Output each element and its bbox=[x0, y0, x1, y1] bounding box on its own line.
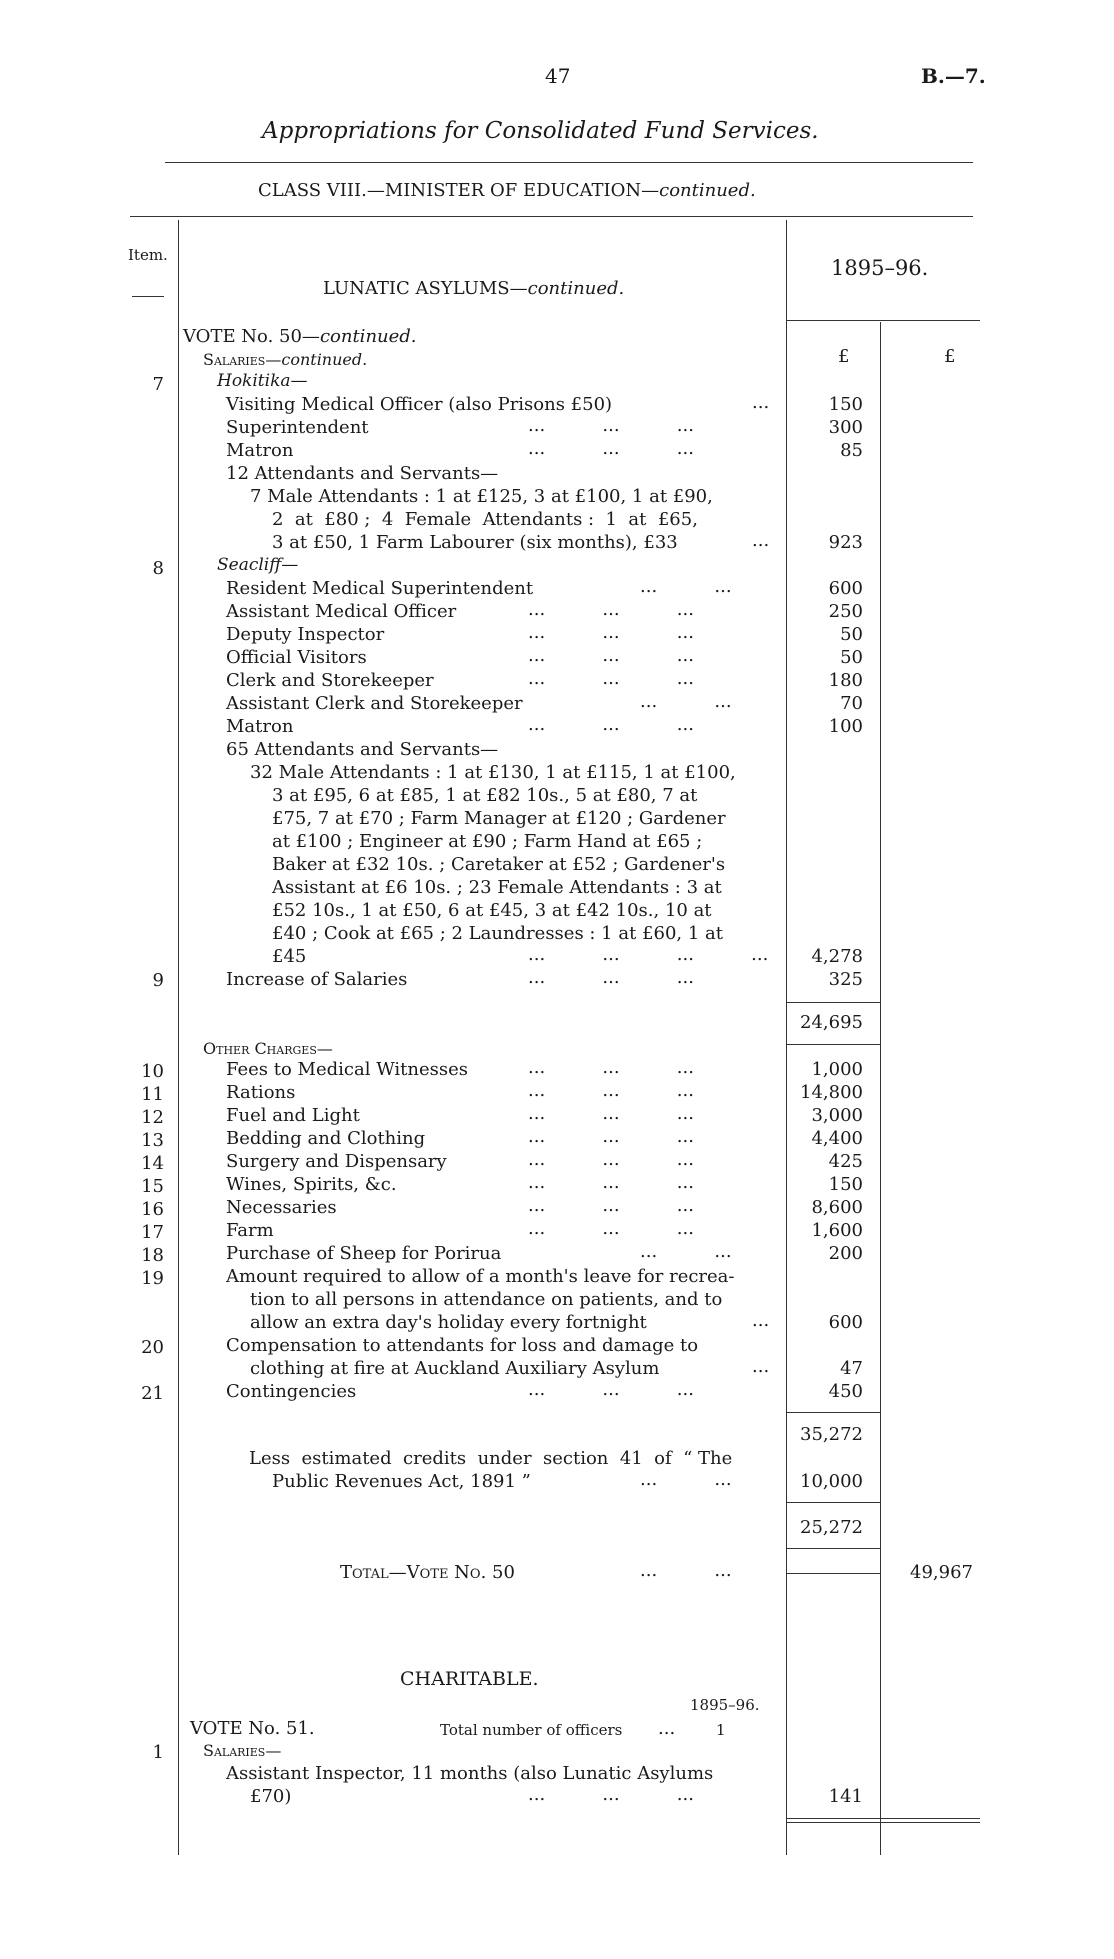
charitable-detail-line: £70) bbox=[250, 1786, 292, 1807]
attendants-detail-line: £45 bbox=[272, 946, 307, 967]
line-item-amount: 150 bbox=[828, 394, 863, 415]
section-heading bbox=[323, 278, 624, 299]
item-number: 20 bbox=[141, 1337, 164, 1358]
officers-label: Total number of officers bbox=[440, 1721, 623, 1739]
line-item-amount: 50 bbox=[840, 624, 863, 645]
pound-sign-col2: £ bbox=[944, 346, 956, 367]
charge-amount: 1,000 bbox=[811, 1059, 863, 1080]
line-item-amount: 100 bbox=[828, 716, 863, 737]
item-number: 13 bbox=[141, 1130, 164, 1151]
vote-51-heading: VOTE No. 51. bbox=[190, 1718, 315, 1739]
leader-dots: ... ... ... bbox=[528, 1195, 694, 1216]
class-heading-main: CLASS VIII.—MINISTER OF EDUCATION— bbox=[258, 180, 660, 201]
charge-label: Necessaries bbox=[226, 1197, 337, 1218]
line-item-amount: 923 bbox=[828, 532, 863, 553]
charge-amount: 1,600 bbox=[811, 1220, 863, 1241]
line-item-amount: 180 bbox=[828, 670, 863, 691]
salaries-continued: continued. bbox=[281, 350, 368, 369]
charge-amount: 8,600 bbox=[811, 1197, 863, 1218]
vote-total-amount: 49,967 bbox=[910, 1562, 973, 1583]
subtotal-rule bbox=[786, 1044, 880, 1045]
line-item-amount: 85 bbox=[840, 440, 863, 461]
charitable-year: 1895–96. bbox=[690, 1696, 760, 1714]
charge-amount: 3,000 bbox=[811, 1105, 863, 1126]
charge-amount: 600 bbox=[828, 1312, 863, 1333]
attendants-detail-line: at £100 ; Engineer at £90 ; Farm Hand at £65 ; bbox=[272, 831, 703, 852]
item-number: 17 bbox=[141, 1222, 164, 1243]
charge-detail-line: clothing at fire at Auckland Auxiliary Asylum bbox=[250, 1358, 660, 1379]
vote-50-continued: continued. bbox=[319, 326, 417, 347]
total-rule bbox=[786, 1573, 880, 1574]
salaries-heading bbox=[203, 350, 367, 369]
vote-50-title: VOTE No. 50— bbox=[183, 326, 320, 347]
line-item-amount: 600 bbox=[828, 578, 863, 599]
line-item-label: Official Visitors bbox=[226, 647, 367, 668]
subtotal-rule bbox=[786, 1502, 880, 1503]
charge-label: Surgery and Dispensary bbox=[226, 1151, 447, 1172]
attendants-detail-line: 2 at £80 ; 4 Female Attendants : 1 at £65, bbox=[272, 509, 698, 530]
charitable-heading: CHARITABLE. bbox=[400, 1668, 539, 1690]
item-head-rule bbox=[132, 296, 164, 297]
item-number: 14 bbox=[141, 1153, 164, 1174]
charge-label: Purchase of Sheep for Porirua bbox=[226, 1243, 502, 1264]
charge-amount: 200 bbox=[828, 1243, 863, 1264]
charge-label: Rations bbox=[226, 1082, 296, 1103]
charge-label: Fuel and Light bbox=[226, 1105, 360, 1126]
leader-dots: ... ... ... bbox=[528, 1784, 694, 1805]
item-number: 1 bbox=[152, 1742, 164, 1763]
line-item-amount: 250 bbox=[828, 601, 863, 622]
vote-50-heading bbox=[183, 326, 417, 347]
amount-column-left-rule bbox=[786, 220, 787, 1855]
item-number: 10 bbox=[141, 1061, 164, 1082]
item-number: 8 bbox=[152, 558, 164, 579]
item-number: 11 bbox=[141, 1084, 164, 1105]
subtotal-rule bbox=[786, 1002, 880, 1003]
leader-dots: ... bbox=[752, 1310, 770, 1331]
subtotal-rule bbox=[786, 1412, 880, 1413]
leader-dots: ... ... ... bbox=[528, 1126, 694, 1147]
charge-label: Bedding and Clothing bbox=[226, 1128, 426, 1149]
charge-detail-line: Compensation to attendants for loss and damage to bbox=[226, 1335, 699, 1356]
charitable-salaries-heading: Salaries— bbox=[203, 1741, 282, 1760]
leader-dots: ... ... ... ... bbox=[528, 944, 769, 965]
leader-dots: ... bbox=[752, 530, 770, 551]
line-item-label: Matron bbox=[226, 440, 294, 461]
class-heading-continued: continued. bbox=[659, 180, 756, 201]
item-number: 19 bbox=[141, 1268, 164, 1289]
attendants-detail-line: 3 at £50, 1 Farm Labourer (six months), £33 bbox=[272, 532, 678, 553]
attendants-detail-line: 3 at £95, 6 at £85, 1 at £82 10s., 5 at £80, 7 at bbox=[272, 785, 698, 806]
gross-total: 35,272 bbox=[800, 1424, 863, 1445]
leader-dots: ... ... ... bbox=[528, 415, 694, 436]
leader-dots: ... bbox=[658, 1718, 676, 1739]
attendants-detail-line: £75, 7 at £70 ; Farm Manager at £120 ; Gardener bbox=[272, 808, 726, 829]
charitable-amount: 141 bbox=[828, 1786, 863, 1807]
item-number: 15 bbox=[141, 1176, 164, 1197]
charge-label: Fees to Medical Witnesses bbox=[226, 1059, 468, 1080]
charge-detail-line: Amount required to allow of a month's leave for recrea- bbox=[226, 1266, 735, 1287]
leader-dots: ... ... bbox=[640, 1469, 732, 1490]
item-column-header: Item. bbox=[128, 246, 168, 264]
leader-dots: ... ... ... bbox=[528, 714, 694, 735]
line-item-label: Visiting Medical Officer (also Prisons £50) bbox=[226, 394, 613, 415]
year-column-header: 1895–96. bbox=[831, 256, 929, 280]
item-number: 21 bbox=[141, 1383, 164, 1404]
item-number: 12 bbox=[141, 1107, 164, 1128]
leader-dots: ... ... ... bbox=[528, 1149, 694, 1170]
closing-rule bbox=[786, 1822, 980, 1823]
leader-dots: ... ... ... bbox=[528, 668, 694, 689]
leader-dots: ... ... ... bbox=[528, 1218, 694, 1239]
pound-sign-col1: £ bbox=[838, 346, 850, 367]
officers-count: 1 bbox=[716, 1721, 726, 1739]
charge-detail-line: allow an extra day's holiday every fortnight bbox=[250, 1312, 647, 1333]
closing-rule bbox=[786, 1818, 980, 1819]
leader-dots: ... ... ... bbox=[528, 599, 694, 620]
leader-dots: ... ... bbox=[640, 691, 732, 712]
amount-column-mid-rule bbox=[880, 322, 881, 1855]
leader-dots: ... ... ... bbox=[528, 1057, 694, 1078]
header-rule bbox=[130, 216, 973, 217]
charge-label: Contingencies bbox=[226, 1381, 357, 1402]
line-item-label: Assistant Clerk and Storekeeper bbox=[226, 693, 523, 714]
leader-dots: ... ... ... bbox=[528, 622, 694, 643]
charge-amount: 4,400 bbox=[811, 1128, 863, 1149]
leader-dots: ... ... ... bbox=[528, 438, 694, 459]
charitable-detail-line: Assistant Inspector, 11 months (also Lunatic Asylums bbox=[226, 1763, 714, 1784]
line-item-label: Matron bbox=[226, 716, 294, 737]
leader-dots: ... ... bbox=[640, 576, 732, 597]
line-item-amount: 325 bbox=[828, 969, 863, 990]
charge-amount: 14,800 bbox=[800, 1082, 863, 1103]
other-charges-heading: Other Charges— bbox=[203, 1039, 333, 1058]
leader-dots: ... ... ... bbox=[528, 645, 694, 666]
vote-total-label: Total—Vote No. 50 bbox=[340, 1562, 515, 1583]
leader-dots: ... ... ... bbox=[528, 1379, 694, 1400]
attendants-detail-line: £52 10s., 1 at £50, 6 at £45, 3 at £42 10s., 10 at bbox=[272, 900, 712, 921]
leader-dots: ... ... ... bbox=[528, 1172, 694, 1193]
charge-label: Farm bbox=[226, 1220, 274, 1241]
credits-amount: 10,000 bbox=[800, 1471, 863, 1492]
attendants-detail-line: £40 ; Cook at £65 ; 2 Laundresses : 1 at £60, 1 at bbox=[272, 923, 723, 944]
salaries-subtotal: 24,695 bbox=[800, 1012, 863, 1033]
item-number: 7 bbox=[152, 374, 164, 395]
leader-dots: ... ... ... bbox=[528, 967, 694, 988]
credits-line: Less estimated credits under section 41 of “ The bbox=[249, 1448, 733, 1469]
charge-detail-line: tion to all persons in attendance on patients, and to bbox=[250, 1289, 723, 1310]
class-heading bbox=[258, 180, 756, 201]
net-total: 25,272 bbox=[800, 1517, 863, 1538]
attendants-detail-line: 7 Male Attendants : 1 at £125, 3 at £100, 1 at £90, bbox=[250, 486, 713, 507]
charge-label: Wines, Spirits, &c. bbox=[226, 1174, 397, 1195]
page-title: Appropriations for Consolidated Fund Services. bbox=[262, 118, 819, 144]
item-number: 9 bbox=[152, 970, 164, 991]
leader-dots: ... ... bbox=[640, 1241, 732, 1262]
line-item-label: Resident Medical Superintendent bbox=[226, 578, 534, 599]
leader-dots: ... ... bbox=[640, 1560, 732, 1581]
line-item-label: Clerk and Storekeeper bbox=[226, 670, 434, 691]
seacliff-heading: Seacliff— bbox=[217, 555, 299, 575]
attendants-heading: 12 Attendants and Servants— bbox=[226, 463, 499, 484]
item-number: 16 bbox=[141, 1199, 164, 1220]
section-heading-continued: continued. bbox=[527, 278, 625, 299]
leader-dots: ... ... ... bbox=[528, 1080, 694, 1101]
leader-dots: ... ... ... bbox=[528, 1103, 694, 1124]
attendants-detail-line: Baker at £32 10s. ; Caretaker at £52 ; Gardener's bbox=[272, 854, 726, 875]
charge-amount: 425 bbox=[828, 1151, 863, 1172]
charge-amount: 47 bbox=[840, 1358, 863, 1379]
hokitika-heading: Hokitika— bbox=[217, 371, 308, 391]
item-number: 18 bbox=[141, 1245, 164, 1266]
leader-dots: ... bbox=[752, 1356, 770, 1377]
increase-of-salaries-label: Increase of Salaries bbox=[226, 969, 408, 990]
line-item-amount: 300 bbox=[828, 417, 863, 438]
leader-dots: ... bbox=[752, 392, 770, 413]
line-item-amount: 50 bbox=[840, 647, 863, 668]
item-column-rule bbox=[178, 220, 179, 1855]
line-item-amount: 70 bbox=[840, 693, 863, 714]
section-heading-main: LUNATIC ASYLUMS— bbox=[323, 278, 528, 299]
line-item-amount: 4,278 bbox=[811, 946, 863, 967]
charge-amount: 150 bbox=[828, 1174, 863, 1195]
line-item-label: Superintendent bbox=[226, 417, 369, 438]
year-head-rule bbox=[786, 320, 980, 321]
document-reference: B.—7. bbox=[921, 64, 986, 88]
subtotal-rule bbox=[786, 1548, 880, 1549]
attendants-detail-line: 32 Male Attendants : 1 at £130, 1 at £115, 1 at £100, bbox=[250, 762, 736, 783]
charge-amount: 450 bbox=[828, 1381, 863, 1402]
credits-line: Public Revenues Act, 1891 ” bbox=[272, 1471, 531, 1492]
attendants-heading: 65 Attendants and Servants— bbox=[226, 739, 499, 760]
attendants-detail-line: Assistant at £6 10s. ; 23 Female Attendants : 3 at bbox=[272, 877, 722, 898]
line-item-label: Deputy Inspector bbox=[226, 624, 385, 645]
salaries-label: Salaries— bbox=[203, 350, 282, 369]
title-rule bbox=[165, 162, 973, 163]
page-number: 47 bbox=[545, 64, 571, 88]
line-item-label: Assistant Medical Officer bbox=[226, 601, 457, 622]
